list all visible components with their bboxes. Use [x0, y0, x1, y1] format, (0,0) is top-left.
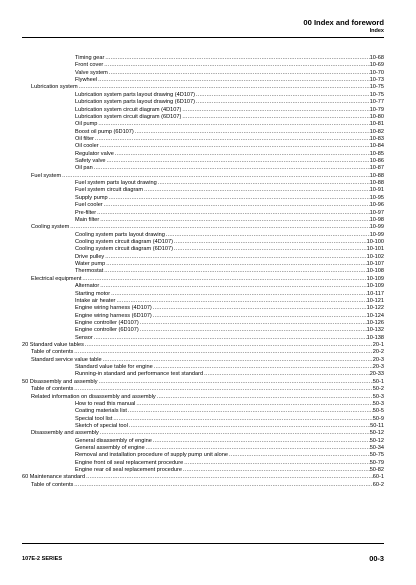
page-title: 00 Index and foreword: [303, 18, 384, 27]
toc-entry[interactable]: [0, 99, 416, 106]
toc-entry[interactable]: [0, 254, 416, 261]
dot-leader: [152, 438, 370, 445]
toc-entry[interactable]: [0, 371, 416, 378]
toc-entry-page: 10-102: [366, 253, 384, 260]
toc-entry-title: Lubrication system parts layout drawing (4D107): [75, 91, 196, 98]
toc-entry-title: Fuel system circuit diagram: [75, 187, 144, 194]
toc-entry[interactable]: [0, 70, 416, 77]
toc-entry[interactable]: [0, 386, 416, 393]
dot-leader: [152, 305, 367, 312]
toc-entry[interactable]: [0, 129, 416, 136]
toc-entry-title: Related information on disassembly and assembly: [31, 393, 156, 400]
toc-entry[interactable]: [0, 180, 416, 187]
toc-entry-page: 10-75: [369, 84, 384, 91]
toc-entry[interactable]: [0, 313, 416, 320]
toc-entry-page: 10-82: [369, 128, 384, 135]
toc-entry-title: Front cover: [75, 62, 104, 69]
toc-entry-page: 10-95: [369, 194, 384, 201]
toc-entry-title: Disassembly and assembly: [31, 430, 99, 437]
toc-entry-title: Intake air heater: [75, 297, 116, 304]
toc-entry-title: Engine controller (6D107): [75, 327, 139, 334]
toc-entry-page: 50-34: [369, 445, 384, 452]
toc-entry[interactable]: [0, 239, 416, 246]
toc-entry-title: Engine wiring harness (4D107): [75, 305, 152, 312]
toc-entry[interactable]: [0, 379, 416, 386]
toc-entry[interactable]: [0, 430, 416, 437]
toc-entry-title: Lubrication system circuit diagram (4D107): [75, 106, 182, 113]
toc-entry[interactable]: [0, 408, 416, 415]
toc-entry-page: 10-138: [366, 334, 384, 341]
toc-entry[interactable]: [0, 107, 416, 114]
toc-entry-page: 50-3: [372, 393, 384, 400]
page-number: 00-3: [369, 554, 384, 563]
toc-entry[interactable]: [0, 401, 416, 408]
toc-entry[interactable]: [0, 276, 416, 283]
toc-entry-title: 20 Standard value tables: [22, 342, 84, 349]
toc-entry[interactable]: [0, 416, 416, 423]
toc-entry-page: 10-100: [366, 238, 384, 245]
dot-leader: [73, 386, 373, 393]
dot-leader: [195, 92, 370, 99]
toc-entry-page: 10-108: [366, 268, 384, 275]
toc-entry-page: 10-96: [369, 202, 384, 209]
toc-entry-title: Standard value table for engine: [75, 364, 153, 371]
toc-entry-title: Special tool list: [75, 415, 113, 422]
dot-leader: [105, 261, 366, 268]
toc-entry[interactable]: [0, 268, 416, 275]
toc-entry-page: 10-86: [369, 158, 384, 165]
toc-entry-title: Lubrication system circuit diagram (6D107): [75, 113, 182, 120]
toc-entry-title: Standard service value table: [31, 356, 102, 363]
toc-entry-title: 60 Maintenance standard: [22, 474, 86, 481]
toc-entry-title: Oil filter: [75, 135, 94, 142]
toc-entry[interactable]: [0, 482, 416, 489]
dot-leader: [99, 430, 370, 437]
dot-leader: [114, 151, 370, 158]
dot-leader: [84, 342, 373, 349]
toc-entry[interactable]: [0, 143, 416, 150]
toc-entry-page: 20-3: [372, 356, 384, 363]
dot-leader: [156, 394, 373, 401]
dot-leader: [108, 70, 370, 77]
toc-entry[interactable]: [0, 151, 416, 158]
toc-entry-page: 10-88: [369, 172, 384, 179]
dot-leader: [195, 99, 370, 106]
toc-entry-title: Sketch of special tool: [75, 422, 128, 429]
dot-leader: [97, 77, 370, 84]
toc-entry[interactable]: [0, 298, 416, 305]
dot-leader: [203, 371, 370, 378]
dot-leader: [85, 474, 373, 481]
dot-leader: [94, 136, 370, 143]
toc-entry[interactable]: [0, 474, 416, 481]
toc-entry-page: 20-3: [372, 364, 384, 371]
dot-leader: [135, 401, 372, 408]
dot-leader: [165, 232, 370, 239]
toc-entry[interactable]: [0, 210, 416, 217]
toc-entry-page: 10-79: [369, 106, 384, 113]
dot-leader: [182, 467, 370, 474]
toc-entry-title: Running-in standard and performance test standard: [75, 371, 204, 378]
toc-entry-title: Sensor: [75, 334, 93, 341]
toc-entry-page: 10-81: [369, 121, 384, 128]
dot-leader: [145, 445, 370, 452]
toc-entry-page: 10-69: [369, 62, 384, 69]
dot-leader: [139, 327, 367, 334]
toc-entry-page: 10-70: [369, 69, 384, 76]
toc-entry-page: 50-1: [372, 378, 384, 385]
toc-entry-page: 10-88: [369, 180, 384, 187]
toc-entry-title: Regulator valve: [75, 150, 114, 157]
toc-entry[interactable]: [0, 165, 416, 172]
toc-entry[interactable]: [0, 335, 416, 342]
dot-leader: [102, 357, 373, 364]
toc-entry-page: 20-2: [372, 349, 384, 356]
toc-entry[interactable]: [0, 283, 416, 290]
toc-entry-page: 10-107: [366, 261, 384, 268]
dot-leader: [115, 298, 366, 305]
toc-entry[interactable]: [0, 173, 416, 180]
toc-entry-page: 10-99: [369, 231, 384, 238]
toc-entry-title: Fuel cooler: [75, 202, 103, 209]
toc-entry-title: 50 Disassembly and assembly: [22, 378, 98, 385]
toc-entry-page: 20-1: [372, 342, 384, 349]
dot-leader: [103, 202, 370, 209]
toc-entry-page: 10-83: [369, 135, 384, 142]
toc-entry[interactable]: [0, 158, 416, 165]
toc-entry-page: 10-77: [369, 99, 384, 106]
toc-entry[interactable]: [0, 202, 416, 209]
toc-entry[interactable]: [0, 423, 416, 430]
toc-entry-title: How to read this manual: [75, 400, 136, 407]
toc-entry-title: Oil cooler: [75, 143, 99, 150]
toc-entry[interactable]: [0, 217, 416, 224]
dot-leader: [78, 84, 370, 91]
toc-entry-page: 10-84: [369, 143, 384, 150]
dot-leader: [99, 217, 369, 224]
toc-entry-title: Cooling system circuit diagram (6D107): [75, 246, 173, 253]
toc-entry-page: 10-99: [369, 224, 384, 231]
toc-entry-page: 50-9: [372, 415, 384, 422]
toc-entry-title: Safety valve: [75, 158, 106, 165]
toc-entry-title: Engine wiring harness (6D107): [75, 312, 152, 319]
dot-leader: [181, 114, 369, 121]
series-label: 107E-2 SERIES: [22, 556, 63, 562]
toc-entry-title: Engine rear oil seal replacement procedure: [75, 467, 182, 474]
dot-leader: [112, 416, 372, 423]
toc-entry[interactable]: [0, 394, 416, 401]
dot-leader: [183, 460, 369, 467]
toc-entry[interactable]: [0, 438, 416, 445]
toc-entry-page: 10-91: [369, 187, 384, 194]
toc-entry[interactable]: [0, 136, 416, 143]
toc-entry[interactable]: [0, 62, 416, 69]
toc-entry[interactable]: [0, 467, 416, 474]
toc-entry-page: 50-75: [369, 452, 384, 459]
dot-leader: [152, 313, 367, 320]
toc-entry-title: Oil pan: [75, 165, 93, 172]
toc-entry-title: Boost oil pump (6D107): [75, 128, 134, 135]
toc-entry[interactable]: [0, 364, 416, 371]
toc-entry[interactable]: [0, 187, 416, 194]
page-subtitle: Index: [369, 28, 384, 34]
toc-entry-title: Alternator: [75, 283, 100, 290]
dot-leader: [108, 195, 370, 202]
toc-entry-title: Cooling system parts layout drawing: [75, 231, 165, 238]
toc-entry-page: 10-73: [369, 77, 384, 84]
dot-leader: [97, 121, 369, 128]
toc-entry-title: Timing gear: [75, 55, 105, 61]
toc-entry-page: 10-97: [369, 209, 384, 216]
toc-entry-title: Drive pulley: [75, 253, 105, 260]
toc-entry-page: 10-117: [366, 290, 384, 297]
toc-entry-page: 10-87: [369, 165, 384, 172]
toc-entry[interactable]: [0, 246, 416, 253]
toc-entry-title: Water pump: [75, 261, 106, 268]
toc-entry-title: General assembly of engine: [75, 445, 145, 452]
toc-entry-title: Cooling system: [31, 224, 70, 231]
dot-leader: [103, 268, 366, 275]
toc-entry[interactable]: [0, 349, 416, 356]
toc-entry-page: 10-124: [366, 312, 384, 319]
toc-entry-title: Coating materials list: [75, 408, 127, 415]
toc-entry-page: 10-85: [369, 150, 384, 157]
toc-entry-page: 10-75: [369, 91, 384, 98]
toc-entry-title: Starting motor: [75, 290, 111, 297]
toc-entry-title: Pre-filter: [75, 209, 97, 216]
toc-entry-title: Thermostat: [75, 268, 104, 275]
dot-leader: [61, 173, 370, 180]
toc-entry-page: 50-3: [372, 400, 384, 407]
toc-entry-title: Electrical equipment: [31, 275, 82, 282]
toc-entry[interactable]: [0, 224, 416, 231]
toc-entry-page: 50-79: [369, 459, 384, 466]
toc-entry-page: 10-98: [369, 216, 384, 223]
toc-entry-page: 10-126: [366, 319, 384, 326]
dot-leader: [81, 276, 366, 283]
header-divider: [22, 37, 384, 38]
dot-leader: [157, 180, 370, 187]
dot-leader: [105, 158, 369, 165]
dot-leader: [99, 283, 366, 290]
dot-leader: [93, 335, 367, 342]
dot-leader: [173, 246, 367, 253]
toc-entry[interactable]: [0, 261, 416, 268]
dot-leader: [128, 423, 370, 430]
toc-entry[interactable]: [0, 84, 416, 91]
toc-entry-page: 50-12: [369, 430, 384, 437]
toc-entry-title: Table of contents: [31, 349, 74, 356]
toc-entry[interactable]: [0, 452, 416, 459]
toc-entry[interactable]: [0, 77, 416, 84]
toc-entry-page: 50-2: [372, 386, 384, 393]
toc-entry[interactable]: [0, 55, 416, 62]
toc-entry[interactable]: [0, 320, 416, 327]
toc-entry-title: Engine controller (4D107): [75, 319, 139, 326]
dot-leader: [143, 187, 370, 194]
toc-entry-page: 50-12: [369, 437, 384, 444]
toc-entry-title: Table of contents: [31, 481, 74, 488]
toc-entry-page: 10-101: [366, 246, 384, 253]
toc-entry[interactable]: [0, 305, 416, 312]
toc-entry-title: Removal and installation procedure of supply pump unit alone: [75, 452, 228, 459]
toc-entry-page: 10-109: [366, 283, 384, 290]
table-of-contents: [0, 55, 416, 489]
toc-entry-title: Valve system: [75, 69, 108, 76]
toc-entry-page: 50-82: [369, 467, 384, 474]
dot-leader: [73, 349, 373, 356]
toc-entry-page: 10-132: [366, 327, 384, 334]
toc-entry-page: 60-2: [372, 481, 384, 488]
toc-entry-page: 10-121: [366, 297, 384, 304]
dot-leader: [93, 165, 370, 172]
toc-entry[interactable]: [0, 342, 416, 349]
toc-entry-page: 10-109: [366, 275, 384, 282]
toc-entry-title: Cooling system circuit diagram (4D107): [75, 238, 173, 245]
dot-leader: [104, 55, 369, 62]
toc-entry[interactable]: [0, 460, 416, 467]
toc-entry-title: Lubrication system parts layout drawing (6D107): [75, 99, 196, 106]
toc-entry-title: Table of contents: [31, 386, 74, 393]
dot-leader: [69, 224, 369, 231]
toc-entry-page: 50-11: [370, 422, 384, 429]
dot-leader: [134, 129, 370, 136]
toc-entry[interactable]: [0, 445, 416, 452]
footer-divider: [22, 543, 384, 544]
dot-leader: [110, 291, 367, 298]
toc-entry-title: Lubrication system: [31, 84, 78, 91]
toc-entry[interactable]: [0, 357, 416, 364]
toc-entry[interactable]: [0, 114, 416, 121]
toc-entry-page: 10-68: [369, 55, 384, 61]
dot-leader: [98, 379, 373, 386]
dot-leader: [173, 239, 367, 246]
toc-entry-page: 10-80: [369, 113, 384, 120]
dot-leader: [104, 254, 366, 261]
toc-entry-title: General disassembly of engine: [75, 437, 152, 444]
dot-leader: [228, 452, 370, 459]
toc-entry-title: Flywheel: [75, 77, 98, 84]
toc-entry-title: Fuel system parts layout drawing: [75, 180, 157, 187]
toc-entry[interactable]: [0, 195, 416, 202]
toc-entry[interactable]: [0, 291, 416, 298]
dot-leader: [96, 210, 370, 217]
dot-leader: [181, 107, 369, 114]
toc-entry-title: Oil pump: [75, 121, 98, 128]
toc-entry-page: 50-5: [372, 408, 384, 415]
toc-entry-page: 10-122: [366, 305, 384, 312]
toc-entry-page: 20-33: [369, 371, 384, 378]
toc-entry-page: 60-1: [372, 474, 384, 481]
toc-entry-title: Supply pump: [75, 194, 108, 201]
dot-leader: [153, 364, 373, 371]
dot-leader: [73, 482, 373, 489]
dot-leader: [127, 408, 373, 415]
toc-entry[interactable]: [0, 232, 416, 239]
toc-entry-title: Fuel system: [31, 172, 62, 179]
toc-entry[interactable]: [0, 92, 416, 99]
toc-entry[interactable]: [0, 121, 416, 128]
dot-leader: [139, 320, 367, 327]
toc-entry[interactable]: [0, 327, 416, 334]
dot-leader: [103, 62, 369, 69]
dot-leader: [99, 143, 370, 150]
toc-entry-title: Engine front oil seal replacement procedure: [75, 459, 184, 466]
toc-entry-title: Main filter: [75, 216, 100, 223]
